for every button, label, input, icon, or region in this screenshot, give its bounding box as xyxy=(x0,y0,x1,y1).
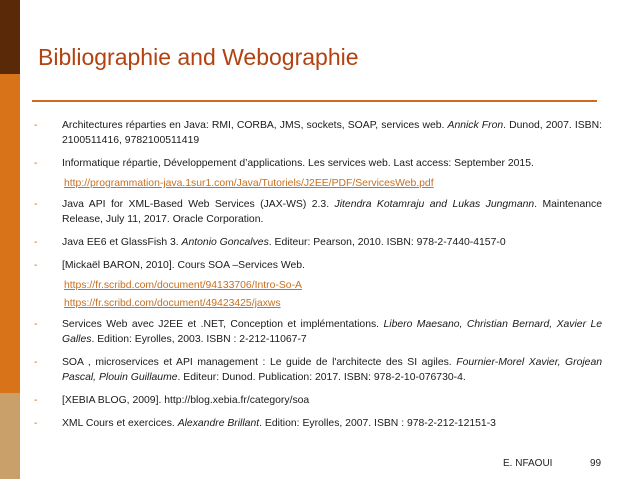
list-item: - XML Cours et exercices. Alexandre Brillant. Edition: Eyrolles, 2007. ISBN : 978-2-212-12151-3 xyxy=(34,418,496,429)
bibliography-list xyxy=(34,118,602,439)
reference-link[interactable]: https://fr.scribd.com/document/94133706/Intro-So-A xyxy=(64,280,302,291)
page-number: 99 xyxy=(590,458,602,469)
title-underline xyxy=(32,100,597,102)
footer-author: E. NFAOUI xyxy=(503,458,553,469)
reference-link[interactable]: https://fr.scribd.com/document/49423425/jaxws xyxy=(64,298,281,309)
bullet: - xyxy=(34,237,38,248)
bullet: - xyxy=(34,357,38,368)
slide-title: Bibliographie and Webographie xyxy=(38,44,359,70)
sidebar-band-dark xyxy=(0,0,20,74)
list-item: - Informatique répartie, Développement d’applications. Les services web. Last access: September 2015. xyxy=(34,158,534,169)
list-item: - Services Web avec J2EE et .NET, Conception et implémentations. Libero Maesano, Christian Bernard, Xavier Le Galles. Edition: Eyrolles, 2003. ISBN : 2-212-11067-7 xyxy=(34,319,603,345)
sidebar-band-tan xyxy=(0,393,20,479)
list-item: - [Mickaël BARON, 2010]. Cours SOA –Services Web. xyxy=(34,260,305,271)
bullet: - xyxy=(34,418,38,429)
bullet: - xyxy=(34,395,38,406)
list-item: - Java API for XML-Based Web Services (JAX-WS) 2.3. Jitendra Kotamraju and Lukas Jungmann. Maintenance Release, July 11, 2017. Oracle Corporation. xyxy=(34,199,602,225)
list-item: - Architectures réparties en Java: RMI, CORBA, JMS, sockets, SOAP, services web. Annick Fron. Dunod, 2007. ISBN: 2100511416, 9782100511419 xyxy=(34,120,602,146)
reference-link[interactable]: http://programmation-java.1sur1.com/Java/Tutoriels/J2EE/PDF/ServicesWeb.pdf xyxy=(64,178,434,189)
list-item: - [XEBIA BLOG, 2009]. http://blog.xebia.fr/category/soa xyxy=(34,395,310,406)
sidebar-decoration xyxy=(0,0,20,479)
bullet: - xyxy=(34,158,38,169)
sidebar-band-orange xyxy=(0,74,20,393)
bullet: - xyxy=(34,260,38,271)
bullet: - xyxy=(34,120,38,131)
list-item: - SOA , microservices et API management : Le guide de l'architecte des SI agiles. Fournier-Morel Xavier, Grojean Pascal, Plouin Guillaume. Editeur: Dunod. Publication: 2017. ISBN: 978-2-10-076730-4. xyxy=(34,357,602,383)
bullet: - xyxy=(34,319,38,330)
list-item: - Java EE6 et GlassFish 3. Antonio Goncalves. Editeur: Pearson, 2010. ISBN: 978-2-7440-4157-0 xyxy=(34,237,506,248)
bullet: - xyxy=(34,199,38,210)
